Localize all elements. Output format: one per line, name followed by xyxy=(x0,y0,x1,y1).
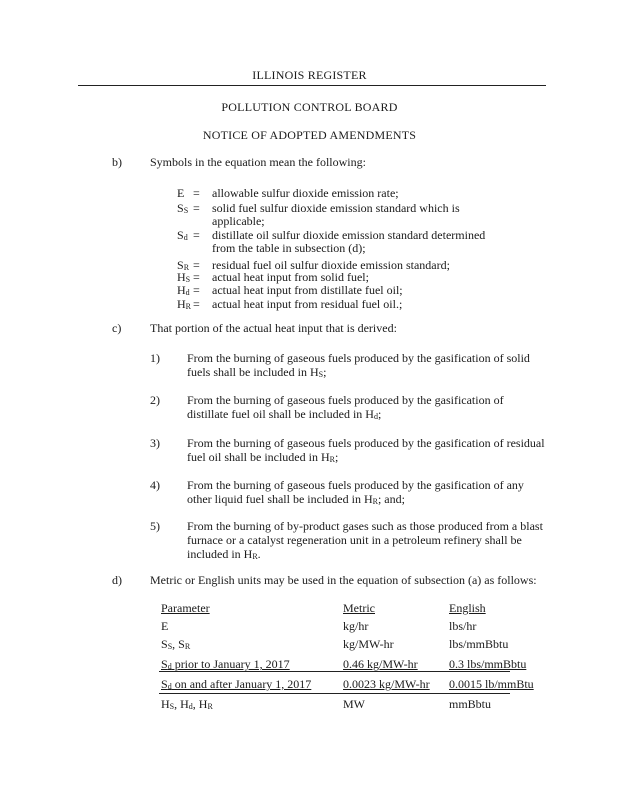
table-cell-english: 0.3 lbs/mmBbtu xyxy=(449,657,527,671)
table-cell-metric: 0.0023 kg/MW-hr xyxy=(343,677,430,691)
table-cell-parameter: E xyxy=(161,619,169,633)
equals-sign: = xyxy=(193,283,200,297)
table-header-parameter: Parameter xyxy=(161,601,210,615)
symbol-ss: $S_S$ xyxy=(177,201,189,215)
section-d-intro: Metric or English units may be used in the equation of subsection (a) as follows: xyxy=(150,573,537,587)
table-cell-parameter: $S_S$, $S_R$ xyxy=(161,637,191,651)
symbol-definition-text: residual fuel oil sulfur dioxide emission standard; xyxy=(212,258,450,272)
symbol-definition-text: applicable; xyxy=(212,214,265,228)
symbol-hr: $H_R$ xyxy=(177,297,192,311)
symbol-definition-text: from the table in subsection (d); xyxy=(212,241,366,255)
table-cell-english: lbs/mmBbtu xyxy=(449,637,509,651)
symbol-definition-text: distillate oil sulfur dioxide emission standard determined xyxy=(212,228,486,242)
list-item-number: 5) xyxy=(150,519,160,533)
list-item-text: included in $H_R$. xyxy=(187,547,261,561)
table-cell-metric: kg/hr xyxy=(343,619,369,633)
symbol-hs: $H_S$ xyxy=(177,270,191,284)
symbol-sd: $S_d$ xyxy=(177,228,188,242)
register-title: ILLINOIS REGISTER xyxy=(252,68,367,82)
list-item-text: fuels shall be included in $H_S$; xyxy=(187,365,327,379)
list-item-text: From the burning of gaseous fuels produced by the gasification of any xyxy=(187,478,524,492)
section-b-label: b) xyxy=(112,155,122,169)
section-b-intro: Symbols in the equation mean the following: xyxy=(150,155,366,169)
equals-sign: = xyxy=(193,201,200,215)
symbol-e: E xyxy=(177,186,185,200)
equals-sign: = xyxy=(193,270,200,284)
list-item-text: fuel oil shall be included in $H_R$; xyxy=(187,450,339,464)
table-cell-english: lbs/hr xyxy=(449,619,477,633)
symbol-definition-text: actual heat input from solid fuel; xyxy=(212,270,369,284)
header-rule xyxy=(78,85,546,86)
equals-sign: = xyxy=(193,186,200,200)
table-cell-metric: 0.46 kg/MW-hr xyxy=(343,657,418,671)
list-item-number: 1) xyxy=(150,351,160,365)
symbol-definition-text: actual heat input from residual fuel oil.; xyxy=(212,297,403,311)
table-header-english: English xyxy=(449,601,486,615)
list-item-number: 2) xyxy=(150,393,160,407)
symbol-sr: $S_R$ xyxy=(177,258,190,272)
table-cell-parameter: $S_d$ prior to January 1, 2017 xyxy=(161,657,290,671)
table-header-metric: Metric xyxy=(343,601,375,615)
table-cell-parameter: $S_d$ on and after January 1, 2017 xyxy=(161,677,312,691)
symbol-definition-text: allowable sulfur dioxide emission rate; xyxy=(212,186,399,200)
board-title: POLLUTION CONTROL BOARD xyxy=(221,100,398,114)
equals-sign: = xyxy=(193,297,200,311)
table-cell-parameter: $H_S$, $H_d$, $H_R$ xyxy=(161,697,213,711)
symbol-definition-text: solid fuel sulfur dioxide emission standard which is xyxy=(212,201,460,215)
symbol-hd: $H_d$ xyxy=(177,283,190,297)
list-item-text: other liquid fuel shall be included in $H_R$; and; xyxy=(187,492,405,506)
table-cell-metric: kg/MW-hr xyxy=(343,637,394,651)
symbol-definition-text: actual heat input from distillate fuel oil; xyxy=(212,283,403,297)
table-cell-metric: MW xyxy=(343,697,365,711)
list-item-text: From the burning of by-product gases such as those produced from a blast xyxy=(187,519,543,533)
equals-sign: = xyxy=(193,258,200,272)
list-item-text: furnace or a catalyst regeneration unit in a petroleum refinery shall be xyxy=(187,533,522,547)
table-cell-english: 0.0015 lb/mmBtu xyxy=(449,677,534,691)
table-cell-english: mmBbtu xyxy=(449,697,492,711)
section-c-label: c) xyxy=(112,321,122,335)
section-d-label: d) xyxy=(112,573,122,587)
list-item-text: distillate fuel oil shall be included in $H_d$; xyxy=(187,407,382,421)
equals-sign: = xyxy=(193,228,200,242)
list-item-text: From the burning of gaseous fuels produced by the gasification of residual xyxy=(187,436,545,450)
list-item-number: 4) xyxy=(150,478,160,492)
list-item-number: 3) xyxy=(150,436,160,450)
list-item-text: From the burning of gaseous fuels produced by the gasification of solid xyxy=(187,351,530,365)
section-c-intro: That portion of the actual heat input that is derived: xyxy=(150,321,397,335)
list-item-text: From the burning of gaseous fuels produced by the gasification of xyxy=(187,393,504,407)
notice-title: NOTICE OF ADOPTED AMENDMENTS xyxy=(202,128,417,142)
